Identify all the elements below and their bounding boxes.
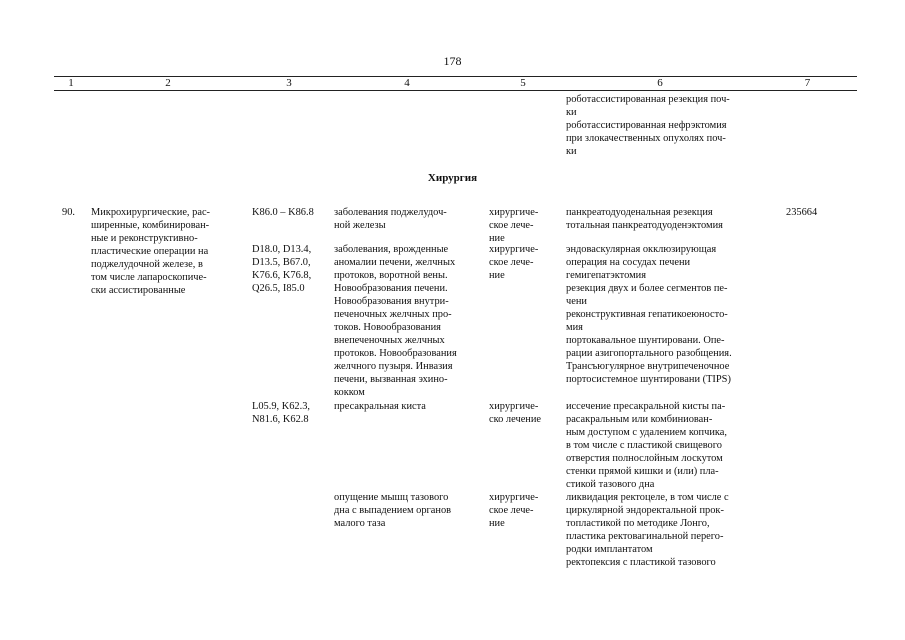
code-line: K86.0 – K86.8 [252, 207, 314, 218]
treatment-line: хирургиче- [489, 244, 539, 255]
method-line: стикой тазового дна [566, 479, 655, 490]
method-line: гемигепатэктомия [566, 270, 646, 281]
disease-line: печеночных желчных про- [334, 309, 452, 320]
icd-codes [252, 243, 326, 295]
method-line: топластикой по методике Лонго, [566, 518, 710, 529]
disease-line: печени, вызванная эхино- [334, 374, 448, 385]
treatment-line: хирургиче- [489, 492, 539, 503]
code-line: N81.6, K62.8 [252, 414, 309, 425]
disease-description [334, 400, 480, 413]
disease-line: аномалии печени, желчных [334, 257, 456, 268]
treatment-line: ние [489, 270, 505, 281]
column-number-1: 1 [68, 77, 74, 89]
method-line: Трансъюгулярное внутрипеченочное [566, 361, 730, 372]
treatment-line: ско лечение [489, 414, 542, 425]
treatment-type [489, 206, 556, 245]
disease-line: опущение мышц тазового [334, 492, 449, 503]
disease-line: протоков. Новообразования [334, 348, 457, 359]
name-line: ширенные, комбинирован- [91, 220, 210, 231]
treatment-line: хирургиче- [489, 207, 539, 218]
method-line: расакральным или комбиниован- [566, 414, 713, 425]
treatment-methods [566, 206, 756, 232]
disease-line: ной железы [334, 220, 386, 231]
treatment-line: хирургиче- [489, 401, 539, 412]
method-line: портокавальное шунтировани. Опе- [566, 335, 725, 346]
method-line: эндоваскулярная окклюзирующая [566, 244, 717, 255]
cost-value: 235664 [786, 207, 818, 218]
treatment-methods [566, 400, 756, 491]
name-line: пластические операции на [91, 246, 209, 257]
name-line: ски ассистированные [91, 285, 186, 296]
treatment-line: ние [489, 518, 505, 529]
column-number-6: 6 [657, 77, 663, 89]
method-line: стенки прямой кишки и (или) пла- [566, 466, 719, 477]
method-line: операция на сосудах печени [566, 257, 691, 268]
icd-codes [252, 206, 326, 219]
disease-line: токов. Новообразования [334, 322, 441, 333]
method-line: роботассистированная нефрэктомия [566, 120, 727, 131]
code-line: D18.0, D13.4, [252, 244, 312, 255]
disease-line: Новообразования внутри- [334, 296, 449, 307]
disease-line: малого таза [334, 518, 386, 529]
method-line: панкреатодуоденальная резекция [566, 207, 713, 218]
treatment-methods [566, 243, 756, 386]
method-line: рации азигопортального разобщения. [566, 348, 732, 359]
method-line: отверстия полнослойным лоскутом [566, 453, 723, 464]
disease-line: внепеченочных желчных [334, 335, 445, 346]
disease-line: желчного пузыря. Инвазия [334, 361, 453, 372]
continued-methods [566, 93, 756, 158]
method-line: мия [566, 322, 583, 333]
treatment-type [489, 491, 556, 530]
method-line: ректопексия с пластикой тазового [566, 557, 716, 568]
name-line: поджелудочной железе, в [91, 259, 203, 270]
disease-line: кокком [334, 387, 365, 398]
treatment-line: ние [489, 233, 505, 244]
disease-line: заболевания, врожденные [334, 244, 449, 255]
disease-description [334, 491, 480, 530]
method-line: чени [566, 296, 587, 307]
method-line: резекция двух и более сегментов пе- [566, 283, 728, 294]
column-number-4: 4 [404, 77, 410, 89]
disease-description [334, 206, 480, 232]
disease-line: заболевания поджелудоч- [334, 207, 447, 218]
method-line: ликвидация ректоцеле, в том числе с [566, 492, 729, 503]
name-line: Микрохирургические, рас- [91, 207, 211, 218]
method-line: в том числе с пластикой свищевого [566, 440, 722, 451]
icd-codes [252, 400, 326, 426]
name-line: ные и реконструктивно- [91, 233, 198, 244]
treatment-type [489, 243, 556, 282]
procedure-group-name [91, 206, 241, 297]
method-line: портосистемное шунтировани (TIPS) [566, 374, 731, 385]
code-line: Q26.5, I85.0 [252, 283, 305, 294]
page-number: 178 [443, 54, 462, 68]
method-line: пластика ректовагинальной перего- [566, 531, 724, 542]
disease-line: пресакральная киста [334, 401, 426, 412]
method-line: тотальная панкреатодуоденэктомия [566, 220, 723, 231]
code-line: D13.5, B67.0, [252, 257, 311, 268]
treatment-methods [566, 491, 756, 569]
row-number: 90. [62, 207, 75, 218]
treatment-type [489, 400, 556, 426]
name-line: том числе лапароскопиче- [91, 272, 207, 283]
disease-description [334, 243, 480, 399]
section-title: Хирургия [427, 172, 478, 184]
method-line: при злокачественных опухолях поч- [566, 133, 726, 144]
code-line: L05.9, K62.3, [252, 401, 311, 412]
method-line: ным доступом с удалением копчика, [566, 427, 728, 438]
treatment-line: ское лече- [489, 505, 534, 516]
disease-line: протоков, воротной вены. [334, 270, 448, 281]
method-line: циркулярной эндоректальной прок- [566, 505, 724, 516]
column-number-2: 2 [165, 77, 171, 89]
method-line: ки [566, 107, 577, 118]
method-line: иссечение пресакральной кисты па- [566, 401, 726, 412]
disease-line: Новообразования печени. [334, 283, 448, 294]
column-number-3: 3 [286, 77, 292, 89]
method-line: роботассистированная резекция поч- [566, 94, 730, 105]
header-bottom-rule [54, 90, 857, 91]
method-line: родки имплантатом [566, 544, 653, 555]
code-line: K76.6, K76.8, [252, 270, 312, 281]
column-number-7: 7 [804, 77, 811, 89]
treatment-line: ское лече- [489, 220, 534, 231]
treatment-line: ское лече- [489, 257, 534, 268]
disease-line: дна с выпадением органов [334, 505, 452, 516]
column-number-5: 5 [520, 77, 526, 89]
method-line: реконструктивная гепатикоеюносто- [566, 309, 728, 320]
method-line: ки [566, 146, 577, 157]
